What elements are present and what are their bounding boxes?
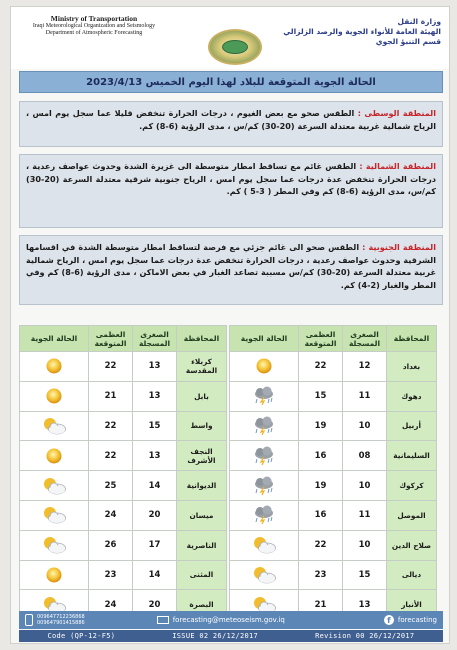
min-temp: 12 [343, 352, 387, 382]
max-temp: 19 [299, 411, 343, 441]
header-arabic [283, 17, 441, 47]
max-temp: 16 [299, 441, 343, 471]
max-temp: 22 [89, 352, 133, 382]
thunderstorm-rain-icon [251, 416, 277, 436]
forecast-table-left [19, 325, 227, 620]
city-name: دهوك [387, 381, 437, 411]
min-temp: 13 [133, 352, 177, 382]
facebook-icon: f [384, 615, 394, 625]
table-row [230, 352, 437, 382]
table-row [20, 500, 227, 530]
min-temp: 20 [133, 590, 177, 620]
facebook-contact[interactable] [384, 615, 437, 625]
col-header-max: العظمى المتوقعة [299, 326, 343, 352]
region-name: المنطقة الوسطى : [357, 108, 436, 118]
weather-cell [230, 560, 299, 590]
department-name: Department of Atmospheric Forecasting [45, 30, 143, 36]
min-temp: 11 [343, 381, 387, 411]
city-name: الموصل [387, 500, 437, 530]
phone-number: 009647901415886 [37, 620, 85, 626]
city-name: كركوك [387, 471, 437, 501]
weather-cell [20, 560, 89, 590]
col-header-weather: الحالة الجوية [230, 326, 299, 352]
min-temp: 08 [343, 441, 387, 471]
partly-cloudy-icon [41, 505, 67, 525]
organization-logo [208, 29, 262, 65]
min-temp: 14 [133, 560, 177, 590]
max-temp: 19 [299, 471, 343, 501]
thunderstorm-rain-icon [251, 476, 277, 496]
weather-cell [230, 352, 299, 382]
ministry-name: Ministry of Transportation [50, 14, 138, 23]
table-row [20, 381, 227, 411]
document-code-bar [19, 630, 443, 642]
table-row [20, 530, 227, 560]
city-name: النجف الأشرف [177, 441, 227, 471]
weather-cell [20, 381, 89, 411]
thunderstorm-rain-icon [251, 505, 277, 525]
table-row [230, 560, 437, 590]
city-name: أربيل [387, 411, 437, 441]
max-temp: 21 [299, 590, 343, 620]
city-name: واسط [177, 411, 227, 441]
sun-icon [41, 386, 67, 406]
min-temp: 10 [343, 411, 387, 441]
forecast-title: الحالة الجوية المتوقعة للبلاد لهذا اليوم الخميس 2023/4/13 [86, 76, 376, 88]
city-name: بابل [177, 381, 227, 411]
table-row [230, 530, 437, 560]
region-south [19, 235, 443, 305]
table-row [230, 441, 437, 471]
weather-cell [230, 530, 299, 560]
table-row [230, 411, 437, 441]
weather-cell [20, 530, 89, 560]
weather-cell [20, 500, 89, 530]
facebook-name[interactable]: forecasting [397, 616, 437, 624]
sun-icon [41, 565, 67, 585]
max-temp: 15 [299, 381, 343, 411]
weather-cell [20, 441, 89, 471]
thunderstorm-rain-icon [251, 446, 277, 466]
region-text: الطقس صحو الى غائم جزئي مع فرصة لتساقط امطار متوسطة الشدة في اقسامها الشرقية وحدوث عواصف رعدية ، درجات الحرارة تنخفض عدة درجات عما سجل يوم امس ، الرياح شمالية غربية معتدلة السرعة (20-30) كم/س مسببة تصاعد الغبار في بعض الاماكن ، مدى الرؤية (6-8) كم وفي المطر والغبار (2-4) كم. [26, 242, 436, 290]
max-temp: 24 [89, 500, 133, 530]
sun-icon [251, 356, 277, 376]
weather-cell [230, 500, 299, 530]
min-temp: 20 [133, 500, 177, 530]
email-address[interactable]: forecasting@meteoseism.gov.iq [172, 616, 285, 624]
max-temp: 24 [89, 590, 133, 620]
table-row [230, 471, 437, 501]
max-temp: 23 [299, 560, 343, 590]
region-name: المنطقة الشمالية : [359, 161, 436, 171]
partly-cloudy-icon [251, 535, 277, 555]
partly-cloudy-icon [41, 476, 67, 496]
max-temp: 21 [89, 381, 133, 411]
weather-cell [20, 471, 89, 501]
bulletin-page [10, 6, 450, 644]
col-header-city: المحافظة [387, 326, 437, 352]
min-temp: 14 [133, 471, 177, 501]
header [11, 7, 449, 69]
max-temp: 22 [299, 352, 343, 382]
col-header-city: المحافظة [177, 326, 227, 352]
contact-footer [19, 611, 443, 629]
min-temp: 13 [133, 441, 177, 471]
region-name: المنطقة الجنوبية : [362, 242, 436, 252]
city-name: بغداد [387, 352, 437, 382]
region-text: الطقس صحو مع بعض الغيوم ، درجات الحرارة تنخفض قليلا عما سجل يوم امس ، الرياح شمالية غربية معتدلة السرعة (20-30) كم/س ، مدى الرؤية (6-8) كم. [26, 108, 436, 131]
partly-cloudy-icon [41, 535, 67, 555]
organization-name-ar: الهيئة العامة للأنواء الجوية والرصد الزلزالي [283, 27, 441, 36]
city-name: السليمانية [387, 441, 437, 471]
forecast-title-bar [19, 71, 443, 93]
region-north [19, 154, 443, 228]
table-row [20, 411, 227, 441]
document-code: Code (QP-12-F5) [47, 632, 116, 640]
max-temp: 16 [299, 500, 343, 530]
col-header-weather: الحالة الجوية [20, 326, 89, 352]
city-name: ديالى [387, 560, 437, 590]
table-row [20, 352, 227, 382]
max-temp: 22 [299, 530, 343, 560]
weather-cell [20, 352, 89, 382]
table-row [20, 471, 227, 501]
region-central [19, 101, 443, 147]
weather-cell [230, 411, 299, 441]
min-temp: 13 [133, 381, 177, 411]
col-header-min: الصغرى المسجلة [343, 326, 387, 352]
header-english [19, 15, 169, 38]
phone-numbers [37, 614, 85, 626]
city-name: صلاح الدين [387, 530, 437, 560]
weather-cell [230, 381, 299, 411]
min-temp: 11 [343, 500, 387, 530]
document-revision: Revision 00 26/12/2017 [315, 632, 415, 640]
city-name: الأنبار [387, 590, 437, 620]
forecast-table-right [229, 325, 437, 620]
city-name: المثنى [177, 560, 227, 590]
document-issue: ISSUE 02 26/12/2017 [172, 632, 259, 640]
max-temp: 22 [89, 411, 133, 441]
table-row [230, 500, 437, 530]
department-name-ar: قسم التنبؤ الجوي [375, 37, 441, 46]
table-row [20, 560, 227, 590]
city-name: ميسان [177, 500, 227, 530]
city-name: كربلاء المقدسة [177, 352, 227, 382]
min-temp: 10 [343, 471, 387, 501]
min-temp: 13 [343, 590, 387, 620]
max-temp: 26 [89, 530, 133, 560]
min-temp: 15 [133, 411, 177, 441]
table-row [230, 381, 437, 411]
partly-cloudy-icon [41, 416, 67, 436]
phone-number: 009647712236868 [37, 614, 85, 620]
col-header-min: الصغرى المسجلة [133, 326, 177, 352]
sun-icon [41, 356, 67, 376]
min-temp: 10 [343, 530, 387, 560]
min-temp: 15 [343, 560, 387, 590]
max-temp: 23 [89, 560, 133, 590]
phone-icon [25, 614, 33, 626]
thunderstorm-rain-icon [251, 386, 277, 406]
city-name: الديوانية [177, 471, 227, 501]
email-contact[interactable] [157, 616, 285, 624]
region-text: الطقس غائم مع تساقط امطار متوسطة الى غزيرة الشدة وحدوث عواصف رعدية ، درجات الحرارة تنخفض عدة درجات عما سجل يوم امس ، الرياح جنوبية شرقية معتدلة السرعة (20-30) كم/س، مدى الرؤية (6-8) كم وفي المطر ( 3-5 ) كم. [26, 161, 436, 196]
partly-cloudy-icon [251, 565, 277, 585]
sun-icon [41, 446, 67, 466]
ministry-name-ar: وزارة النقل [397, 17, 441, 26]
max-temp: 25 [89, 471, 133, 501]
min-temp: 17 [133, 530, 177, 560]
table-row [20, 441, 227, 471]
weather-cell [230, 471, 299, 501]
col-header-max: العظمى المتوقعة [89, 326, 133, 352]
weather-cell [20, 411, 89, 441]
email-icon [157, 616, 169, 624]
weather-cell [230, 441, 299, 471]
city-name: الناصرية [177, 530, 227, 560]
organization-name: Iraqi Meteorological Organization and Seismology [32, 22, 156, 29]
city-name: البصرة [177, 590, 227, 620]
max-temp: 22 [89, 441, 133, 471]
